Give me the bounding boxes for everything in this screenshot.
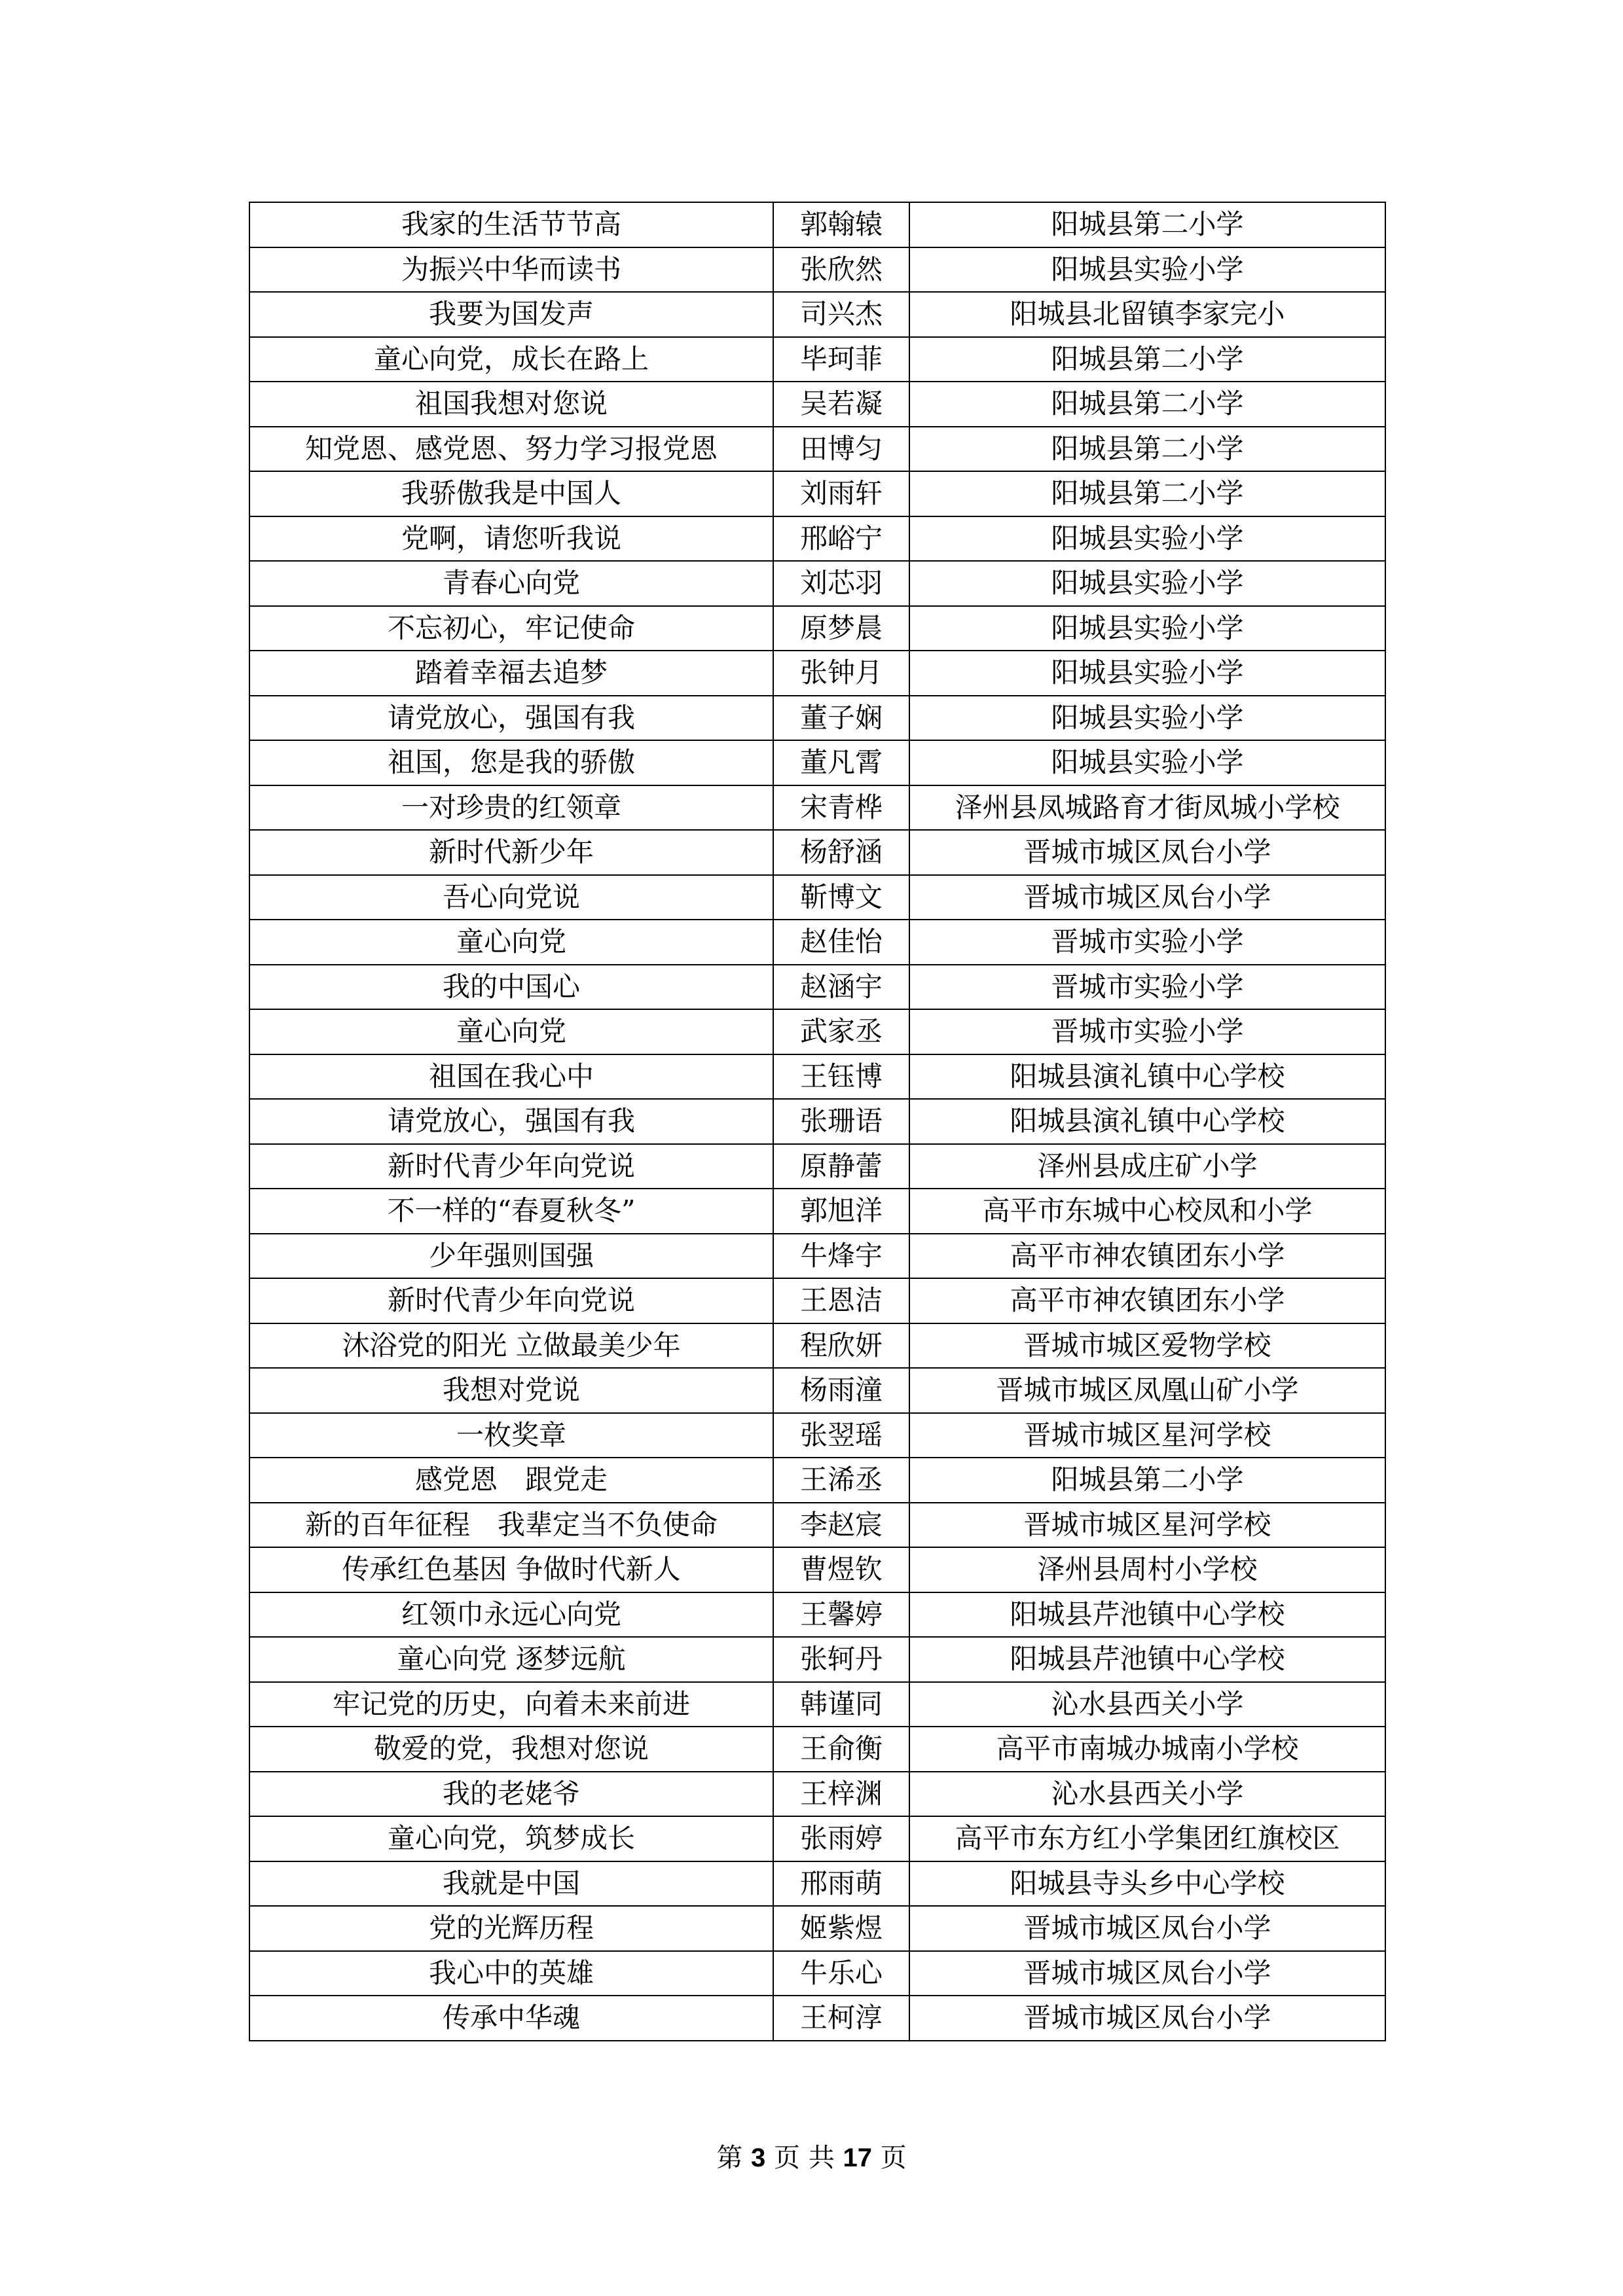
table-row bbox=[249, 920, 1385, 965]
entry-title-cell: 不一样的“春夏秋冬” bbox=[249, 1189, 773, 1234]
entry-school-cell: 高平市东方红小学集团红旗校区 bbox=[909, 1816, 1385, 1861]
table-row bbox=[249, 1144, 1385, 1189]
entry-name-cell: 杨舒涵 bbox=[773, 830, 909, 875]
table-row bbox=[249, 516, 1385, 562]
entry-title-cell: 新时代新少年 bbox=[249, 830, 773, 875]
entry-name-cell: 张珊语 bbox=[773, 1099, 909, 1144]
entry-name-cell: 张欣然 bbox=[773, 247, 909, 293]
table-row bbox=[249, 1682, 1385, 1727]
entry-title-cell: 我的老姥爷 bbox=[249, 1772, 773, 1817]
entry-name-cell: 韩谨同 bbox=[773, 1682, 909, 1727]
entry-school-cell: 晋城市实验小学 bbox=[909, 965, 1385, 1010]
entry-title-cell: 敬爱的党，我想对您说 bbox=[249, 1727, 773, 1772]
entry-school-cell: 晋城市城区凤台小学 bbox=[909, 830, 1385, 875]
entry-title-cell: 我就是中国 bbox=[249, 1861, 773, 1907]
entry-school-cell: 阳城县演礼镇中心学校 bbox=[909, 1054, 1385, 1100]
entry-title-cell: 童心向党 逐梦远航 bbox=[249, 1637, 773, 1682]
entry-name-cell: 毕珂菲 bbox=[773, 337, 909, 382]
table-row bbox=[249, 561, 1385, 606]
entry-school-cell: 晋城市实验小学 bbox=[909, 920, 1385, 965]
entry-school-cell: 晋城市城区星河学校 bbox=[909, 1413, 1385, 1458]
table-row bbox=[249, 1951, 1385, 1996]
footer-middle: 页 共 bbox=[774, 2143, 835, 2173]
table-row bbox=[249, 1772, 1385, 1817]
table-row bbox=[249, 1547, 1385, 1592]
table-row bbox=[249, 1458, 1385, 1503]
table-row bbox=[249, 696, 1385, 741]
entry-name-cell: 赵佳怡 bbox=[773, 920, 909, 965]
entry-school-cell: 阳城县实验小学 bbox=[909, 247, 1385, 293]
entry-title-cell: 请党放心，强国有我 bbox=[249, 1099, 773, 1144]
entry-name-cell: 董凡霄 bbox=[773, 740, 909, 785]
entry-title-cell: 党啊，请您听我说 bbox=[249, 516, 773, 562]
entry-title-cell: 一对珍贵的红领章 bbox=[249, 785, 773, 831]
entry-title-cell: 一枚奖章 bbox=[249, 1413, 773, 1458]
entry-school-cell: 阳城县第二小学 bbox=[909, 382, 1385, 427]
entry-title-cell: 传承中华魂 bbox=[249, 1996, 773, 2041]
table-row bbox=[249, 1189, 1385, 1234]
entry-title-cell: 我骄傲我是中国人 bbox=[249, 471, 773, 516]
footer-total-pages: 17 bbox=[843, 2144, 872, 2172]
entry-school-cell: 阳城县第二小学 bbox=[909, 1458, 1385, 1503]
entry-name-cell: 赵涵宇 bbox=[773, 965, 909, 1010]
table-row bbox=[249, 382, 1385, 427]
table-row bbox=[249, 875, 1385, 920]
entry-title-cell: 我想对党说 bbox=[249, 1368, 773, 1413]
entry-name-cell: 邢雨萌 bbox=[773, 1861, 909, 1907]
entry-title-cell: 我要为国发声 bbox=[249, 292, 773, 337]
entry-name-cell: 司兴杰 bbox=[773, 292, 909, 337]
table-row bbox=[249, 337, 1385, 382]
table-row bbox=[249, 1368, 1385, 1413]
entry-name-cell: 王馨婷 bbox=[773, 1592, 909, 1638]
entry-name-cell: 张轲丹 bbox=[773, 1637, 909, 1682]
entry-school-cell: 高平市南城办城南小学校 bbox=[909, 1727, 1385, 1772]
entry-name-cell: 王钰博 bbox=[773, 1054, 909, 1100]
entry-name-cell: 杨雨潼 bbox=[773, 1368, 909, 1413]
entry-school-cell: 阳城县芹池镇中心学校 bbox=[909, 1637, 1385, 1682]
table-row bbox=[249, 1861, 1385, 1907]
entry-name-cell: 原梦晨 bbox=[773, 606, 909, 651]
table-row bbox=[249, 1727, 1385, 1772]
entry-school-cell: 阳城县第二小学 bbox=[909, 202, 1385, 247]
entry-name-cell: 程欣妍 bbox=[773, 1323, 909, 1369]
entry-name-cell: 王柯淳 bbox=[773, 1996, 909, 2041]
table-row bbox=[249, 830, 1385, 875]
entry-name-cell: 曹煜钦 bbox=[773, 1547, 909, 1592]
entry-title-cell: 知党恩、感党恩、努力学习报党恩 bbox=[249, 427, 773, 472]
table-row bbox=[249, 1054, 1385, 1100]
table-row bbox=[249, 1637, 1385, 1682]
table-row bbox=[249, 785, 1385, 831]
table-row bbox=[249, 1413, 1385, 1458]
entry-name-cell: 牛烽宇 bbox=[773, 1234, 909, 1279]
entry-name-cell: 牛乐心 bbox=[773, 1951, 909, 1996]
entry-title-cell: 祖国我想对您说 bbox=[249, 382, 773, 427]
table-row bbox=[249, 651, 1385, 696]
table-row bbox=[249, 1996, 1385, 2041]
entry-title-cell: 祖国，您是我的骄傲 bbox=[249, 740, 773, 785]
entry-name-cell: 张钟月 bbox=[773, 651, 909, 696]
table-row bbox=[249, 965, 1385, 1010]
table-row bbox=[249, 427, 1385, 472]
entry-title-cell: 吾心向党说 bbox=[249, 875, 773, 920]
entry-name-cell: 刘芯羽 bbox=[773, 561, 909, 606]
entry-title-cell: 红领巾永远心向党 bbox=[249, 1592, 773, 1638]
entry-school-cell: 晋城市城区凤台小学 bbox=[909, 1906, 1385, 1951]
entry-title-cell: 不忘初心，牢记使命 bbox=[249, 606, 773, 651]
entry-title-cell: 我心中的英雄 bbox=[249, 1951, 773, 1996]
entry-title-cell: 童心向党 bbox=[249, 920, 773, 965]
table-row bbox=[249, 247, 1385, 293]
entry-school-cell: 阳城县芹池镇中心学校 bbox=[909, 1592, 1385, 1638]
table-row bbox=[249, 606, 1385, 651]
entry-school-cell: 阳城县第二小学 bbox=[909, 427, 1385, 472]
entry-title-cell: 青春心向党 bbox=[249, 561, 773, 606]
entry-title-cell: 踏着幸福去追梦 bbox=[249, 651, 773, 696]
entries-table bbox=[249, 202, 1386, 2041]
table-row bbox=[249, 1009, 1385, 1054]
table-row bbox=[249, 202, 1385, 247]
table-row bbox=[249, 1816, 1385, 1861]
entry-title-cell: 新时代青少年向党说 bbox=[249, 1278, 773, 1323]
entry-title-cell: 新的百年征程 我辈定当不负使命 bbox=[249, 1503, 773, 1548]
entry-name-cell: 王梓渊 bbox=[773, 1772, 909, 1817]
entry-name-cell: 李赵宸 bbox=[773, 1503, 909, 1548]
entry-name-cell: 董子娴 bbox=[773, 696, 909, 741]
entry-school-cell: 晋城市城区凤台小学 bbox=[909, 1951, 1385, 1996]
entry-name-cell: 田博匀 bbox=[773, 427, 909, 472]
entry-school-cell: 阳城县第二小学 bbox=[909, 471, 1385, 516]
entry-title-cell: 祖国在我心中 bbox=[249, 1054, 773, 1100]
entry-name-cell: 郭旭洋 bbox=[773, 1189, 909, 1234]
table-row bbox=[249, 1503, 1385, 1548]
entry-title-cell: 我的中国心 bbox=[249, 965, 773, 1010]
entry-name-cell: 邢峪宁 bbox=[773, 516, 909, 562]
entry-school-cell: 高平市神农镇团东小学 bbox=[909, 1234, 1385, 1279]
entry-title-cell: 童心向党，筑梦成长 bbox=[249, 1816, 773, 1861]
entry-school-cell: 晋城市城区爱物学校 bbox=[909, 1323, 1385, 1369]
entry-name-cell: 吴若凝 bbox=[773, 382, 909, 427]
entry-name-cell: 张翌瑶 bbox=[773, 1413, 909, 1458]
table-row bbox=[249, 1234, 1385, 1279]
entry-name-cell: 姬紫煜 bbox=[773, 1906, 909, 1951]
table-row bbox=[249, 471, 1385, 516]
entry-school-cell: 阳城县寺头乡中心学校 bbox=[909, 1861, 1385, 1907]
table-row bbox=[249, 1099, 1385, 1144]
entry-title-cell: 童心向党 bbox=[249, 1009, 773, 1054]
entry-school-cell: 泽州县成庄矿小学 bbox=[909, 1144, 1385, 1189]
entry-school-cell: 阳城县实验小学 bbox=[909, 651, 1385, 696]
entry-title-cell: 少年强则国强 bbox=[249, 1234, 773, 1279]
entry-school-cell: 阳城县实验小学 bbox=[909, 561, 1385, 606]
table-row bbox=[249, 1278, 1385, 1323]
entry-title-cell: 新时代青少年向党说 bbox=[249, 1144, 773, 1189]
entry-school-cell: 阳城县实验小学 bbox=[909, 740, 1385, 785]
entry-school-cell: 阳城县第二小学 bbox=[909, 337, 1385, 382]
entry-school-cell: 高平市神农镇团东小学 bbox=[909, 1278, 1385, 1323]
entry-title-cell: 传承红色基因 争做时代新人 bbox=[249, 1547, 773, 1592]
entry-name-cell: 王浠丞 bbox=[773, 1458, 909, 1503]
entries-table-body bbox=[249, 202, 1385, 2041]
table-row bbox=[249, 740, 1385, 785]
entry-name-cell: 原静蕾 bbox=[773, 1144, 909, 1189]
entry-title-cell: 我家的生活节节高 bbox=[249, 202, 773, 247]
entry-school-cell: 沁水县西关小学 bbox=[909, 1682, 1385, 1727]
footer-current-page: 3 bbox=[751, 2144, 766, 2172]
entry-school-cell: 晋城市实验小学 bbox=[909, 1009, 1385, 1054]
entry-title-cell: 为振兴中华而读书 bbox=[249, 247, 773, 293]
entry-school-cell: 阳城县北留镇李家完小 bbox=[909, 292, 1385, 337]
entry-school-cell: 阳城县实验小学 bbox=[909, 606, 1385, 651]
entry-name-cell: 武家丞 bbox=[773, 1009, 909, 1054]
table-row bbox=[249, 1906, 1385, 1951]
footer-suffix: 页 bbox=[880, 2143, 907, 2173]
entry-name-cell: 宋青桦 bbox=[773, 785, 909, 831]
entry-title-cell: 请党放心，强国有我 bbox=[249, 696, 773, 741]
entry-title-cell: 童心向党，成长在路上 bbox=[249, 337, 773, 382]
entry-name-cell: 王恩洁 bbox=[773, 1278, 909, 1323]
entry-title-cell: 党的光辉历程 bbox=[249, 1906, 773, 1951]
entry-school-cell: 晋城市城区凤台小学 bbox=[909, 875, 1385, 920]
entry-school-cell: 阳城县实验小学 bbox=[909, 696, 1385, 741]
table-row bbox=[249, 1323, 1385, 1369]
entry-school-cell: 晋城市城区凤台小学 bbox=[909, 1996, 1385, 2041]
entry-school-cell: 沁水县西关小学 bbox=[909, 1772, 1385, 1817]
entry-school-cell: 泽州县周村小学校 bbox=[909, 1547, 1385, 1592]
entry-title-cell: 沐浴党的阳光 立做最美少年 bbox=[249, 1323, 773, 1369]
table-row bbox=[249, 292, 1385, 337]
entry-title-cell: 牢记党的历史，向着未来前进 bbox=[249, 1682, 773, 1727]
entry-name-cell: 郭翰辕 bbox=[773, 202, 909, 247]
entry-name-cell: 刘雨轩 bbox=[773, 471, 909, 516]
entry-school-cell: 阳城县演礼镇中心学校 bbox=[909, 1099, 1385, 1144]
entry-school-cell: 高平市东城中心校凤和小学 bbox=[909, 1189, 1385, 1234]
entry-name-cell: 靳博文 bbox=[773, 875, 909, 920]
footer-prefix: 第 bbox=[716, 2143, 743, 2173]
entry-school-cell: 晋城市城区星河学校 bbox=[909, 1503, 1385, 1548]
entry-name-cell: 张雨婷 bbox=[773, 1816, 909, 1861]
entry-name-cell: 王俞衡 bbox=[773, 1727, 909, 1772]
page-footer bbox=[0, 2137, 1623, 2174]
entry-school-cell: 晋城市城区凤凰山矿小学 bbox=[909, 1368, 1385, 1413]
table-row bbox=[249, 1592, 1385, 1638]
entry-title-cell: 感党恩 跟党走 bbox=[249, 1458, 773, 1503]
entry-school-cell: 泽州县凤城路育才街凤城小学校 bbox=[909, 785, 1385, 831]
entry-school-cell: 阳城县实验小学 bbox=[909, 516, 1385, 562]
